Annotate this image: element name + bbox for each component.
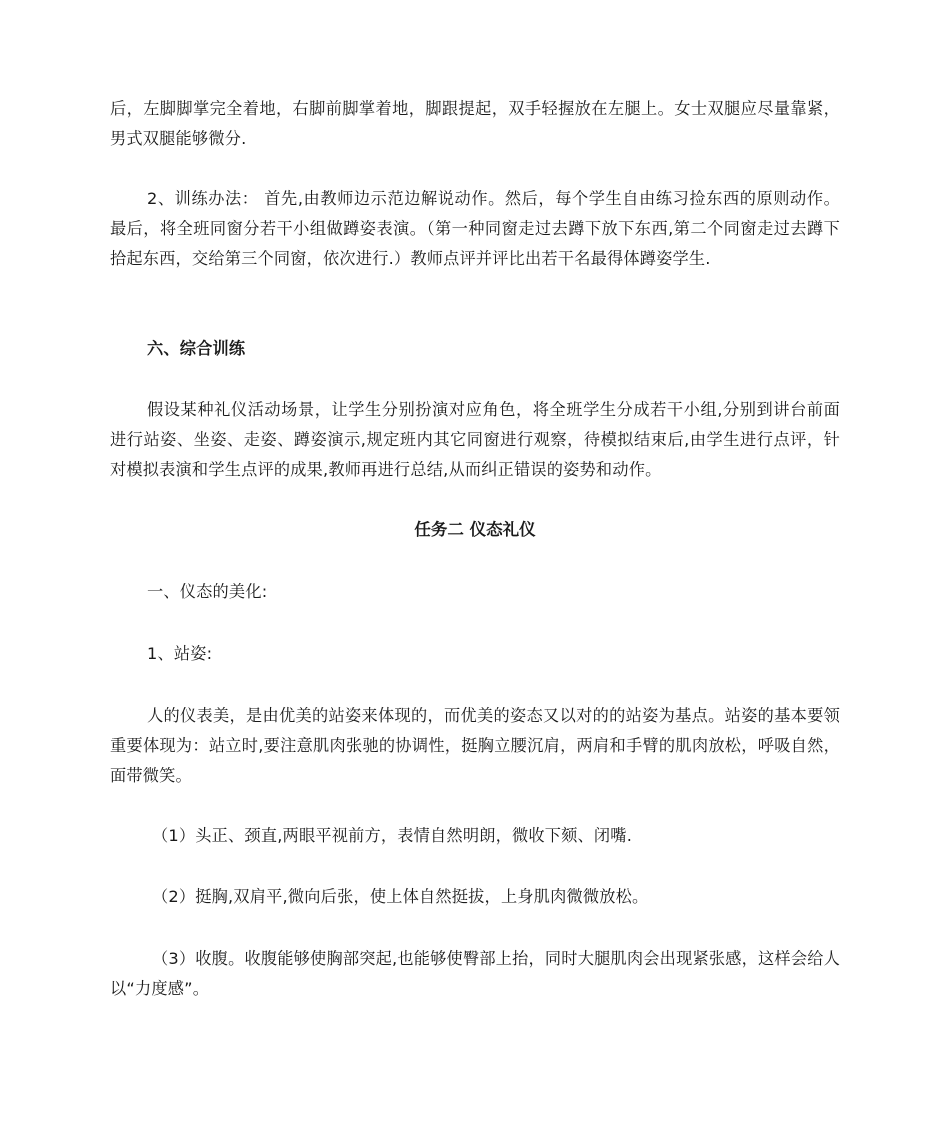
task-title: 任务二 仪态礼仪 xyxy=(414,520,536,539)
paragraph-squat-posture-end: 后，左脚脚掌完全着地，右脚前脚掌着地，脚跟提起，双手轻握放在左腿上。女士双腿应尽量靠紧，男式双腿能够微分. xyxy=(110,99,840,148)
paragraph-comprehensive-training: 假设某种礼仪活动场景，让学生分别扮演对应角色，将全班学生分成若干小组,分别到讲台前面进行站姿、坐姿、走姿、蹲姿演示,规定班内其它同窗进行观察，待模拟结束后,由学生进行点评，针对模拟表演和学生点评的成果,教师再进行总结,从而纠正错误的姿势和动作。 xyxy=(110,400,840,479)
list-item-head-neck: （1）头正、颈直,两眼平视前方，表情自然明朗，微收下颏、闭嘴. xyxy=(152,826,633,845)
list-item-chest-shoulders: （2）挺胸,双肩平,微向后张，使上体自然挺拔，上身肌肉微微放松。 xyxy=(152,887,649,906)
paragraph-training-method: 2、训练办法： 首先,由教师边示范边解说动作。然后，每个学生自由练习捡东西的原则动作。最后，将全班同窗分若干小组做蹲姿表演。（第一种同窗走过去蹲下放下东西,第二个同窗走过去蹲下拾起东西，交给第三个同窗，依次进行.）教师点评并评比出若干名最得体蹲姿学生. xyxy=(110,189,840,268)
section-heading-posture-beautification: 一、仪态的美化: xyxy=(147,582,268,601)
section-heading-comprehensive-training: 六、综合训练 xyxy=(147,339,246,358)
paragraph-standing-posture: 人的仪表美，是由优美的站姿来体现的，而优美的姿态又以对的的站姿为基点。站姿的基本要领重要体现为：站立时,要注意肌肉张驰的协调性，挺胸立腰沉肩，两肩和手臂的肌肉放松，呼吸自然，面带微笑。 xyxy=(110,706,840,785)
list-item-abdomen: （3）收腹。收腹能够使胸部突起,也能够使臀部上抬，同时大腿肌肉会出现紧张感，这样会给人以“力度感”。 xyxy=(110,949,840,998)
subheading-standing-posture: 1、站姿: xyxy=(147,644,213,663)
